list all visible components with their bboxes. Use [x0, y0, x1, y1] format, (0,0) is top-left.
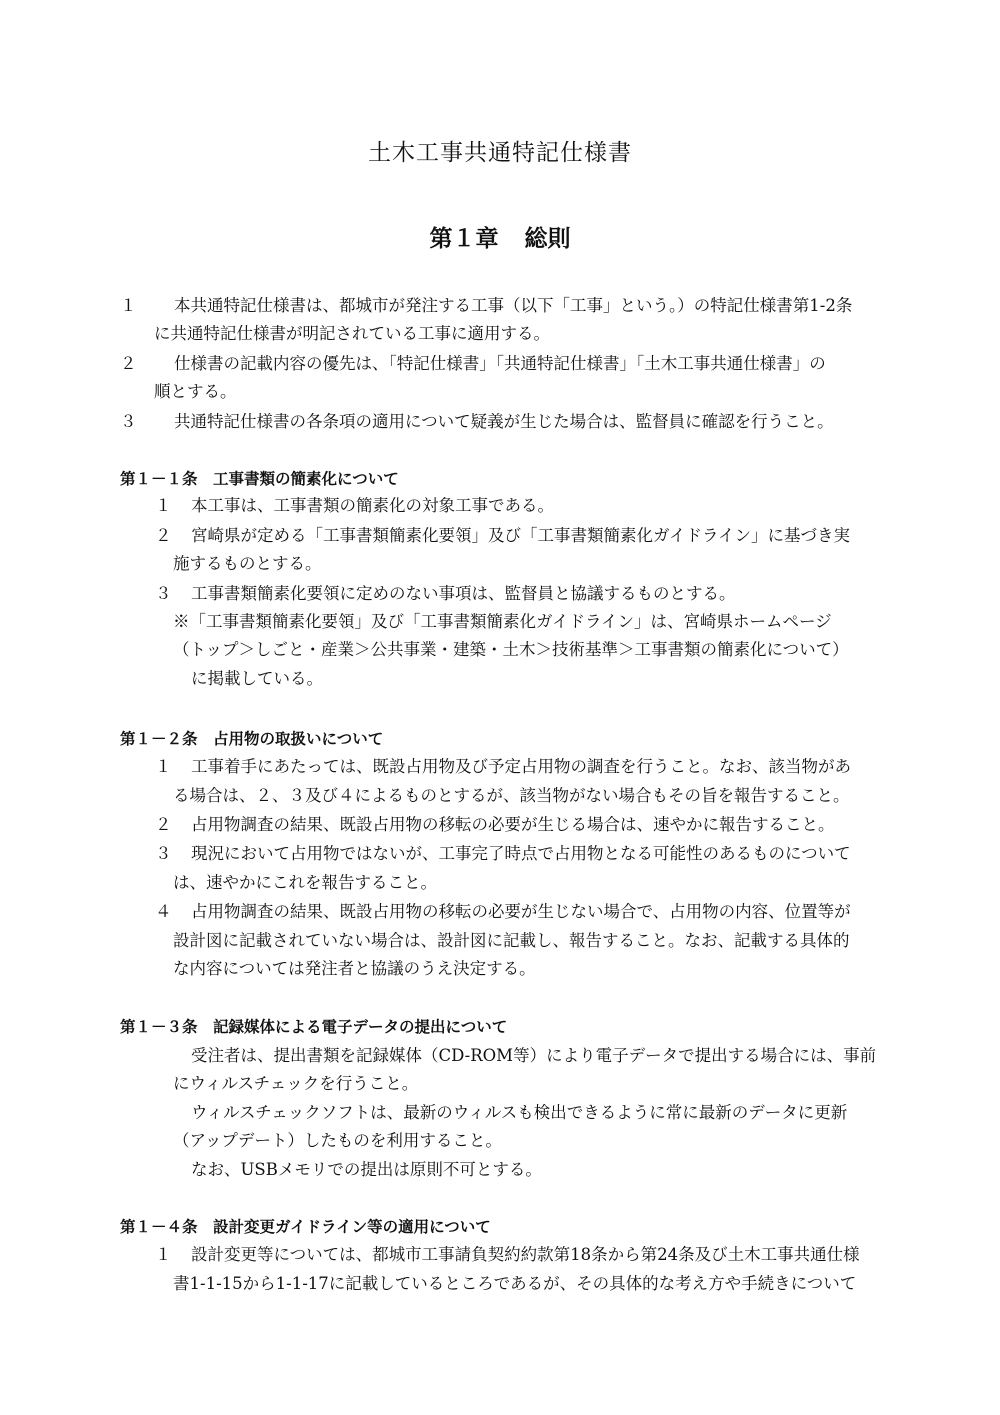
section-heading: 第１－４条 設計変更ガイドライン等の適用について: [120, 1218, 491, 1236]
note-text: ※「工事書類簡素化要領」及び「工事書類簡素化ガイドライン」は、宮崎県ホームページ: [173, 612, 832, 631]
item-text: 占用物調査の結果、既設占用物の移転の必要が生じる場合は、速やかに報告すること。: [191, 815, 835, 834]
item-text: 占用物調査の結果、既設占用物の移転の必要が生じない場合で、占用物の内容、位置等が: [191, 902, 851, 921]
chapter-label: 第１章: [429, 226, 499, 252]
document-title: 土木工事共通特記仕様書: [368, 140, 632, 166]
paragraph-text: なお、USBメモリでの提出は原則不可とする。: [191, 1160, 542, 1179]
item-text: は、速やかにこれを報告すること。: [173, 873, 437, 892]
note-text: （トップ＞しごと・産業＞公共事業・建築・土木＞技術基準＞工事書類の簡素化について）: [173, 640, 849, 659]
chapter-title: 総則: [524, 226, 571, 252]
item-num: ２: [155, 526, 172, 545]
paragraph-text: 受注者は、提出書類を記録媒体（CD-ROM等）により電子データで提出する場合には、事前: [191, 1046, 877, 1065]
intro-text: 仕様書の記載内容の優先は、「特記仕様書」「共通特記仕様書」「土木工事共通仕様書」の: [174, 354, 826, 373]
item-text: 現況において占用物ではないが、工事完了時点で占用物となる可能性のあるものについて: [191, 844, 851, 863]
chapter-heading: [0, 220, 1000, 253]
item-num: ３: [155, 844, 172, 863]
item-text: 設計図に記載されていない場合は、設計図に記載し、報告すること。なお、記載する具体的: [173, 931, 850, 950]
intro-text: 本共通特記仕様書は、都城市が発注する工事（以下「工事」という。）の特記仕様書第1-2条: [174, 296, 853, 315]
item-text: 工事書類簡素化要領に定めのない事項は、監督員と協議するものとする。: [191, 584, 736, 603]
intro-num: ２: [120, 354, 137, 373]
item-text: る場合は、２、３及び４によるものとするが、該当物がない場合もその旨を報告すること。: [173, 786, 850, 805]
intro-num: ３: [120, 412, 137, 431]
intro-text: 順とする。: [154, 382, 237, 401]
item-num: １: [155, 496, 172, 515]
paragraph-text: にウィルスチェックを行うこと。: [173, 1074, 419, 1093]
item-num: １: [155, 1245, 172, 1264]
section-heading: 第１－３条 記録媒体による電子データの提出について: [120, 1018, 508, 1036]
item-text: 本工事は、工事書類の簡素化の対象工事である。: [191, 496, 554, 515]
item-text: な内容については発注者と協議のうえ決定する。: [173, 959, 536, 978]
intro-text: 共通特記仕様書の各条項の適用について疑義が生じた場合は、監督員に確認を行うこと。: [174, 412, 834, 431]
item-text: 宮崎県が定める「工事書類簡素化要領」及び「工事書類簡素化ガイドライン」に基づき実: [191, 526, 851, 545]
intro-text: に共通特記仕様書が明記されている工事に適用する。: [154, 324, 550, 343]
item-text: 工事着手にあたっては、既設占用物及び予定占用物の調査を行うこと。なお、該当物があ: [191, 757, 851, 776]
item-num: １: [155, 757, 172, 776]
paragraph-text: （アップデート）したものを利用すること。: [173, 1131, 502, 1150]
item-text: 施するものとする。: [173, 554, 322, 573]
intro-num: １: [120, 296, 137, 315]
item-num: ２: [155, 815, 172, 834]
section-heading: 第１－１条 工事書類の簡素化について: [120, 470, 399, 488]
item-num: ４: [155, 902, 172, 921]
note-text: に掲載している。: [191, 669, 323, 688]
item-num: ３: [155, 584, 172, 603]
paragraph-text: ウィルスチェックソフトは、最新のウィルスも検出できるように常に最新のデータに更新: [191, 1103, 848, 1122]
section-heading: 第１－２条 占用物の取扱いについて: [120, 730, 384, 748]
item-text: 設計変更等については、都城市工事請負契約約款第18条から第24条及び土木工事共通仕様: [191, 1245, 860, 1264]
item-text: 書1-1-15から1-1-17に記載しているところであるが、その具体的な考え方や手続きについて: [173, 1274, 857, 1293]
